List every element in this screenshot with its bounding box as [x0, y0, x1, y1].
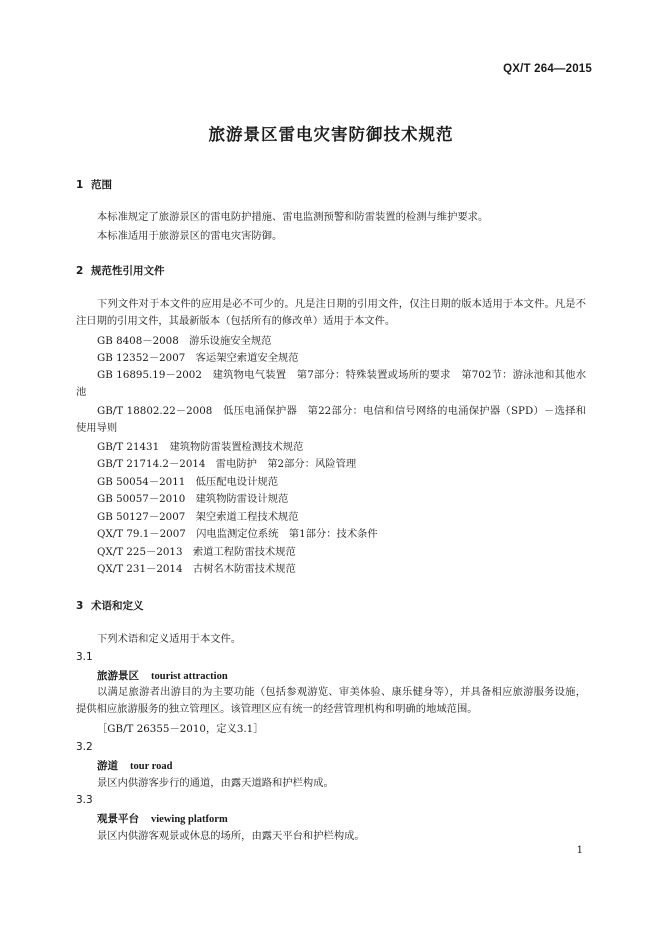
- section-3-heading: [76, 598, 144, 613]
- term-number: 3.2: [76, 741, 93, 753]
- page-number: 1: [576, 845, 583, 856]
- paragraph-line: 下列术语和定义适用于本文件。: [97, 633, 242, 645]
- term-en: viewing platform: [151, 814, 228, 825]
- reference-item: GB 50054－2011 低压配电设计规范: [97, 476, 278, 488]
- reference-item: GB/T 21714.2－2014 雷电防护 第2部分：风险管理: [97, 458, 357, 470]
- reference-item: QX/T 79.1－2007 闪电监测定位系统 第1部分：技术条件: [97, 528, 378, 540]
- reference-item: GB 12352－2007 客运架空索道安全规范: [97, 352, 299, 364]
- reference-item: GB 8408－2008 游乐设施安全规范: [97, 335, 272, 347]
- term-zh: 游道: [97, 760, 118, 772]
- section-title: 范围: [91, 179, 112, 191]
- term-zh: 观景平台: [97, 813, 139, 825]
- term-zh: 旅游景区: [97, 670, 139, 682]
- document-title: 旅游景区雷电灾害防御技术规范: [208, 125, 454, 144]
- section-number: 3: [76, 600, 84, 612]
- paragraph-line: 本标准规定了旅游景区的雷电防护措施、雷电监测预警和防雷装置的检测与维护要求。: [97, 211, 489, 223]
- term-source: ［GB/T 26355－2010，定义3.1］: [97, 723, 264, 735]
- section-title: 规范性引用文件: [91, 265, 165, 277]
- reference-item: GB 16895.19－2002 建筑物电气装置 第7部分：特殊装置或场所的要求 第702节：游泳池和其他水池: [76, 369, 586, 399]
- paragraph-line: 本标准适用于旅游景区的雷电灾害防御。: [97, 230, 283, 242]
- reference-item: QX/T 231－2014 古树名木防雷技术规范: [97, 563, 296, 575]
- reference-item: GB 50127－2007 架空索道工程技术规范: [97, 511, 299, 523]
- reference-item: GB/T 21431 建筑物防雷装置检测技术规范: [97, 441, 304, 453]
- term-definition: 景区内供游客观景或休息的场所，由露天平台和护栏构成。: [97, 830, 365, 842]
- reference-item: GB 50057－2010 建筑物防雷设计规范: [97, 493, 289, 505]
- section-2-heading: [76, 263, 165, 278]
- term-heading: [97, 758, 173, 773]
- section-1-heading: [76, 177, 112, 192]
- section-number: 2: [76, 265, 84, 277]
- section-title: 术语和定义: [91, 600, 144, 612]
- term-definition: 景区内供游客步行的通道，由露天道路和护栏构成。: [97, 777, 334, 789]
- term-number: 3.1: [76, 651, 93, 663]
- reference-item: QX/T 225－2013 索道工程防雷技术规范: [97, 546, 296, 558]
- term-en: tourist attraction: [151, 671, 228, 682]
- reference-item: GB/T 18802.22－2008 低压电涌保护器 第22部分：电信和信号网络的电涌保护器（SPD）－选择和使用导则: [76, 405, 586, 435]
- standard-code: QX/T 264—2015: [503, 63, 592, 75]
- paragraph: 下列文件对于本文件的应用是必不可少的。凡是注日期的引用文件，仅注日期的版本适用于本文件。凡是不注日期的引用文件，其最新版本（包括所有的修改单）适用于本文件。: [76, 298, 586, 328]
- term-heading: [97, 811, 228, 826]
- term-number: 3.3: [76, 794, 93, 806]
- section-number: 1: [76, 179, 84, 191]
- term-definition: 以满足旅游者出游目的为主要功能（包括参观游览、审美体验、康乐健身等），并具备相应旅游服务设施，提供相应旅游服务的独立管理区。该管理区应有统一的经营管理机构和明确的地域范围。: [76, 686, 586, 716]
- term-heading: [97, 668, 228, 683]
- term-en: tour road: [130, 761, 173, 772]
